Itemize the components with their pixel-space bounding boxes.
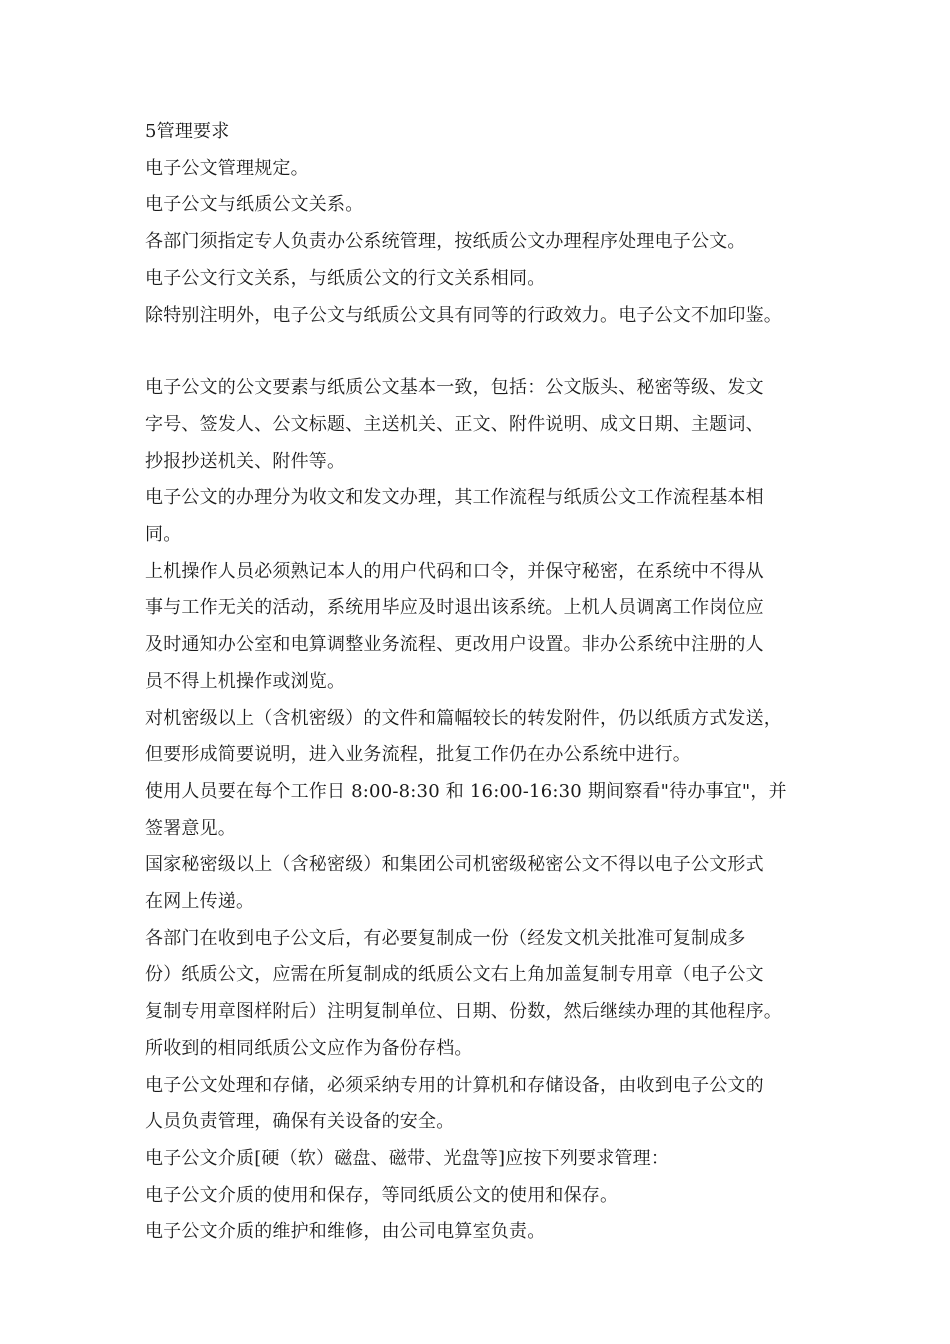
paragraph-line: 电子公文介质的维护和维修，由公司电算室负责。 — [145, 1221, 546, 1243]
paragraph-line: 人员负责管理，确保有关设备的安全。 — [145, 1111, 455, 1133]
paragraph-line: 同。 — [145, 524, 182, 546]
paragraph-line: 电子公文介质[硬（软）磁盘、磁带、光盘等]应按下列要求管理： — [145, 1147, 670, 1169]
paragraph-line: 事与工作无关的活动，系统用毕应及时退出该系统。上机人员调离工作岗位应 — [145, 597, 764, 619]
paragraph-line: 抄报抄送机关、附件等。 — [145, 450, 346, 472]
paragraph-line: 国家秘密级以上（含秘密级）和集团公司机密级秘密公文不得以电子公文形式 — [145, 854, 764, 876]
paragraph-line: 电子公文处理和存储，必须采纳专用的计算机和存储设备，由收到电子公文的 — [145, 1074, 764, 1096]
paragraph-line: 在网上传递。 — [145, 891, 255, 913]
paragraph-line: 除特别注明外，电子公文与纸质公文具有同等的行政效力。电子公文不加印鉴。 — [145, 304, 782, 326]
paragraph-line: 复制专用章图样附后）注明复制单位、日期、份数，然后继续办理的其他程序。 — [145, 1001, 782, 1023]
paragraph-line: 电子公文介质的使用和保存，等同纸质公文的使用和保存。 — [145, 1184, 619, 1206]
paragraph-line: 使用人员要在每个工作日 8:00-8:30 和 16:00-16:30 期间察看"待办事宜"，并 — [145, 780, 787, 802]
paragraph-line: 所收到的相同纸质公文应作为备份存档。 — [145, 1037, 473, 1059]
paragraph-line: 及时通知办公室和电算调整业务流程、更改用户设置。非办公系统中注册的人 — [145, 634, 764, 656]
paragraph-line: 电子公文与纸质公文关系。 — [145, 194, 364, 216]
paragraph-line: 上机操作人员必须熟记本人的用户代码和口令，并保守秘密，在系统中不得从 — [145, 560, 764, 582]
paragraph-line: 字号、签发人、公文标题、主送机关、正文、附件说明、成文日期、主题词、 — [145, 413, 764, 435]
paragraph-line: 份）纸质公文，应需在所复制成的纸质公文右上角加盖复制专用章（电子公文 — [145, 964, 764, 986]
paragraph-gap — [145, 334, 825, 370]
paragraph-line: 各部门在收到电子公文后，有必要复制成一份（经发文机关批准可复制成多 — [145, 927, 746, 949]
section-heading: 5管理要求 — [145, 121, 230, 142]
paragraph-line: 电子公文管理规定。 — [145, 157, 309, 179]
paragraph-line: 电子公文行文关系，与纸质公文的行文关系相同。 — [145, 267, 546, 289]
paragraph-line: 员不得上机操作或浏览。 — [145, 670, 346, 692]
paragraph-line: 电子公文的办理分为收文和发文办理，其工作流程与纸质公文工作流程基本相 — [145, 487, 764, 509]
paragraph-line: 电子公文的公文要素与纸质公文基本一致，包括：公文版头、秘密等级、发文 — [145, 377, 764, 399]
paragraph-line: 对机密级以上（含机密级）的文件和篇幅较长的转发附件，仍以纸质方式发送， — [145, 707, 782, 729]
paragraph-line: 各部门须指定专人负责办公系统管理，按纸质公文办理程序处理电子公文。 — [145, 231, 746, 253]
paragraph-line: 签署意见。 — [145, 817, 236, 839]
document-body — [145, 114, 825, 1251]
paragraph-line: 但要形成简要说明，进入业务流程，批复工作仍在办公系统中进行。 — [145, 744, 691, 766]
